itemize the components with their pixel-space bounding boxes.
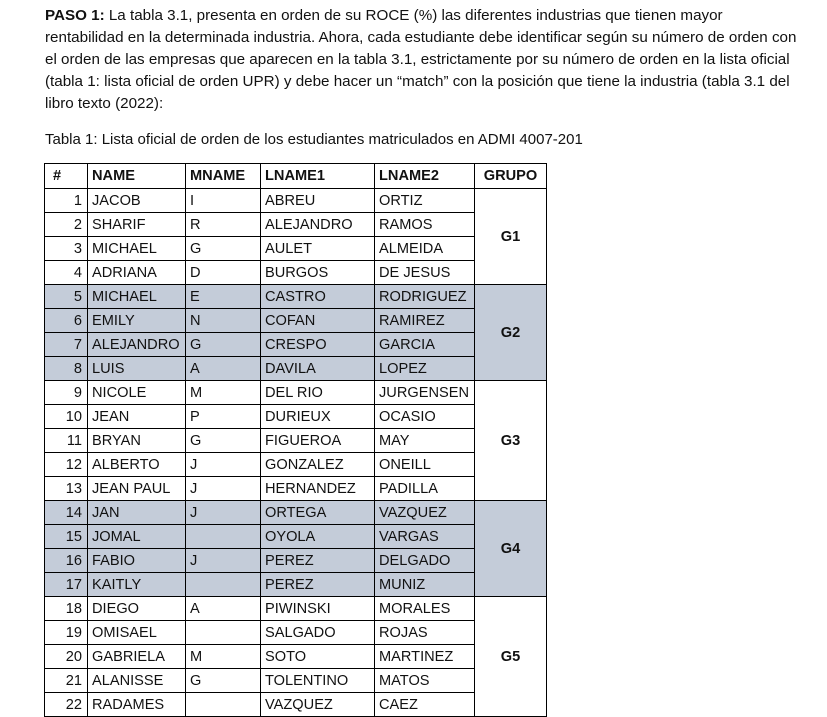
last-name-1-cell: DURIEUX [261, 405, 375, 429]
row-number-cell: 15 [45, 525, 88, 549]
last-name-2-cell: MUNIZ [375, 573, 475, 597]
table-row [45, 597, 547, 621]
table-row [45, 453, 547, 477]
last-name-1-cell: TOLENTINO [261, 669, 375, 693]
first-name-cell: ALBERTO [88, 453, 186, 477]
table-row [45, 237, 547, 261]
table-row [45, 405, 547, 429]
middle-initial-cell: A [186, 357, 261, 381]
middle-initial-cell: I [186, 189, 261, 213]
last-name-2-cell: MORALES [375, 597, 475, 621]
student-roster-table [44, 163, 547, 717]
first-name-cell: ADRIANA [88, 261, 186, 285]
row-number-cell: 9 [45, 381, 88, 405]
middle-initial-cell: R [186, 213, 261, 237]
middle-initial-cell [186, 525, 261, 549]
row-number-cell: 6 [45, 309, 88, 333]
last-name-2-cell: OCASIO [375, 405, 475, 429]
group-label-cell: G5 [475, 597, 547, 717]
last-name-1-cell: VAZQUEZ [261, 693, 375, 717]
middle-initial-cell [186, 573, 261, 597]
header-lname1: LNAME1 [261, 164, 375, 189]
middle-initial-cell: M [186, 381, 261, 405]
middle-initial-cell: E [186, 285, 261, 309]
first-name-cell: JACOB [88, 189, 186, 213]
row-number-cell: 19 [45, 621, 88, 645]
group-label-cell: G2 [475, 285, 547, 381]
last-name-2-cell: JURGENSEN [375, 381, 475, 405]
table-row [45, 261, 547, 285]
instructions-paragraph [45, 5, 805, 115]
last-name-1-cell: ORTEGA [261, 501, 375, 525]
last-name-2-cell: MARTINEZ [375, 645, 475, 669]
last-name-2-cell: ORTIZ [375, 189, 475, 213]
last-name-1-cell: BURGOS [261, 261, 375, 285]
table-caption: Tabla 1: Lista oficial de orden de los estudiantes matriculados en ADMI 4007-201 [45, 131, 583, 148]
last-name-2-cell: DE JESUS [375, 261, 475, 285]
table-row [45, 309, 547, 333]
first-name-cell: GABRIELA [88, 645, 186, 669]
first-name-cell: ALANISSE [88, 669, 186, 693]
middle-initial-cell: J [186, 549, 261, 573]
first-name-cell: JEAN [88, 405, 186, 429]
table-row [45, 693, 547, 717]
row-number-cell: 14 [45, 501, 88, 525]
first-name-cell: JOMAL [88, 525, 186, 549]
first-name-cell: OMISAEL [88, 621, 186, 645]
first-name-cell: ALEJANDRO [88, 333, 186, 357]
instructions-text: La tabla 3.1, presenta en orden de su ROCE (%) las diferentes industrias que tienen mayor rentabilidad en la determinada industria. Ahora, cada estudiante debe identificar según su número de orden con el orden de las empresas que aparecen en la tabla 3.1, estrictamente por su número de orden en la lista oficial (tabla 1: lista oficial de orden UPR) y debe hacer un “match” con la posición que tiene la industria (tabla 3.1 del libro texto (2022): [45, 7, 797, 112]
middle-initial-cell: J [186, 501, 261, 525]
middle-initial-cell: D [186, 261, 261, 285]
roster-body [45, 189, 547, 717]
middle-initial-cell: G [186, 669, 261, 693]
middle-initial-cell: M [186, 645, 261, 669]
first-name-cell: RADAMES [88, 693, 186, 717]
middle-initial-cell: N [186, 309, 261, 333]
last-name-2-cell: ONEILL [375, 453, 475, 477]
table-row [45, 621, 547, 645]
table-row [45, 357, 547, 381]
last-name-1-cell: CRESPO [261, 333, 375, 357]
last-name-1-cell: ALEJANDRO [261, 213, 375, 237]
group-label-cell: G3 [475, 381, 547, 501]
last-name-2-cell: RODRIGUEZ [375, 285, 475, 309]
last-name-2-cell: LOPEZ [375, 357, 475, 381]
row-number-cell: 12 [45, 453, 88, 477]
last-name-1-cell: SOTO [261, 645, 375, 669]
row-number-cell: 5 [45, 285, 88, 309]
last-name-1-cell: GONZALEZ [261, 453, 375, 477]
last-name-1-cell: DAVILA [261, 357, 375, 381]
last-name-1-cell: PIWINSKI [261, 597, 375, 621]
last-name-2-cell: DELGADO [375, 549, 475, 573]
last-name-2-cell: RAMIREZ [375, 309, 475, 333]
table-row [45, 501, 547, 525]
last-name-2-cell: VAZQUEZ [375, 501, 475, 525]
row-number-cell: 11 [45, 429, 88, 453]
row-number-cell: 4 [45, 261, 88, 285]
table-row [45, 573, 547, 597]
last-name-1-cell: CASTRO [261, 285, 375, 309]
table-row [45, 189, 547, 213]
last-name-1-cell: HERNANDEZ [261, 477, 375, 501]
last-name-2-cell: VARGAS [375, 525, 475, 549]
first-name-cell: SHARIF [88, 213, 186, 237]
first-name-cell: MICHAEL [88, 237, 186, 261]
step-heading: PASO 1: [45, 7, 105, 24]
row-number-cell: 3 [45, 237, 88, 261]
last-name-2-cell: MATOS [375, 669, 475, 693]
last-name-2-cell: ROJAS [375, 621, 475, 645]
row-number-cell: 2 [45, 213, 88, 237]
table-row [45, 669, 547, 693]
row-number-cell: 13 [45, 477, 88, 501]
last-name-1-cell: PEREZ [261, 549, 375, 573]
first-name-cell: FABIO [88, 549, 186, 573]
row-number-cell: 8 [45, 357, 88, 381]
first-name-cell: JAN [88, 501, 186, 525]
table-row [45, 381, 547, 405]
row-number-cell: 10 [45, 405, 88, 429]
last-name-1-cell: FIGUEROA [261, 429, 375, 453]
first-name-cell: KAITLY [88, 573, 186, 597]
first-name-cell: NICOLE [88, 381, 186, 405]
last-name-2-cell: GARCIA [375, 333, 475, 357]
row-number-cell: 1 [45, 189, 88, 213]
table-row [45, 477, 547, 501]
last-name-2-cell: MAY [375, 429, 475, 453]
table-row [45, 333, 547, 357]
middle-initial-cell: P [186, 405, 261, 429]
middle-initial-cell: G [186, 429, 261, 453]
first-name-cell: MICHAEL [88, 285, 186, 309]
middle-initial-cell: G [186, 237, 261, 261]
last-name-1-cell: PEREZ [261, 573, 375, 597]
last-name-2-cell: PADILLA [375, 477, 475, 501]
table-row [45, 525, 547, 549]
last-name-2-cell: CAEZ [375, 693, 475, 717]
row-number-cell: 18 [45, 597, 88, 621]
row-number-cell: 20 [45, 645, 88, 669]
last-name-1-cell: SALGADO [261, 621, 375, 645]
table-row [45, 645, 547, 669]
middle-initial-cell [186, 621, 261, 645]
header-mname: MNAME [186, 164, 261, 189]
table-row [45, 549, 547, 573]
first-name-cell: LUIS [88, 357, 186, 381]
first-name-cell: JEAN PAUL [88, 477, 186, 501]
last-name-1-cell: DEL RIO [261, 381, 375, 405]
row-number-cell: 22 [45, 693, 88, 717]
header-grupo: GRUPO [475, 164, 547, 189]
header-lname2: LNAME2 [375, 164, 475, 189]
row-number-cell: 7 [45, 333, 88, 357]
group-label-cell: G4 [475, 501, 547, 597]
first-name-cell: EMILY [88, 309, 186, 333]
last-name-2-cell: ALMEIDA [375, 237, 475, 261]
table-row [45, 213, 547, 237]
table-row [45, 285, 547, 309]
row-number-cell: 21 [45, 669, 88, 693]
middle-initial-cell: J [186, 477, 261, 501]
group-label-cell: G1 [475, 189, 547, 285]
middle-initial-cell: J [186, 453, 261, 477]
first-name-cell: BRYAN [88, 429, 186, 453]
header-number: # [45, 164, 88, 189]
middle-initial-cell [186, 693, 261, 717]
last-name-1-cell: AULET [261, 237, 375, 261]
middle-initial-cell: G [186, 333, 261, 357]
first-name-cell: DIEGO [88, 597, 186, 621]
row-number-cell: 17 [45, 573, 88, 597]
header-row [45, 164, 547, 189]
last-name-2-cell: RAMOS [375, 213, 475, 237]
last-name-1-cell: COFAN [261, 309, 375, 333]
last-name-1-cell: OYOLA [261, 525, 375, 549]
table-row [45, 429, 547, 453]
last-name-1-cell: ABREU [261, 189, 375, 213]
middle-initial-cell: A [186, 597, 261, 621]
header-name: NAME [88, 164, 186, 189]
row-number-cell: 16 [45, 549, 88, 573]
